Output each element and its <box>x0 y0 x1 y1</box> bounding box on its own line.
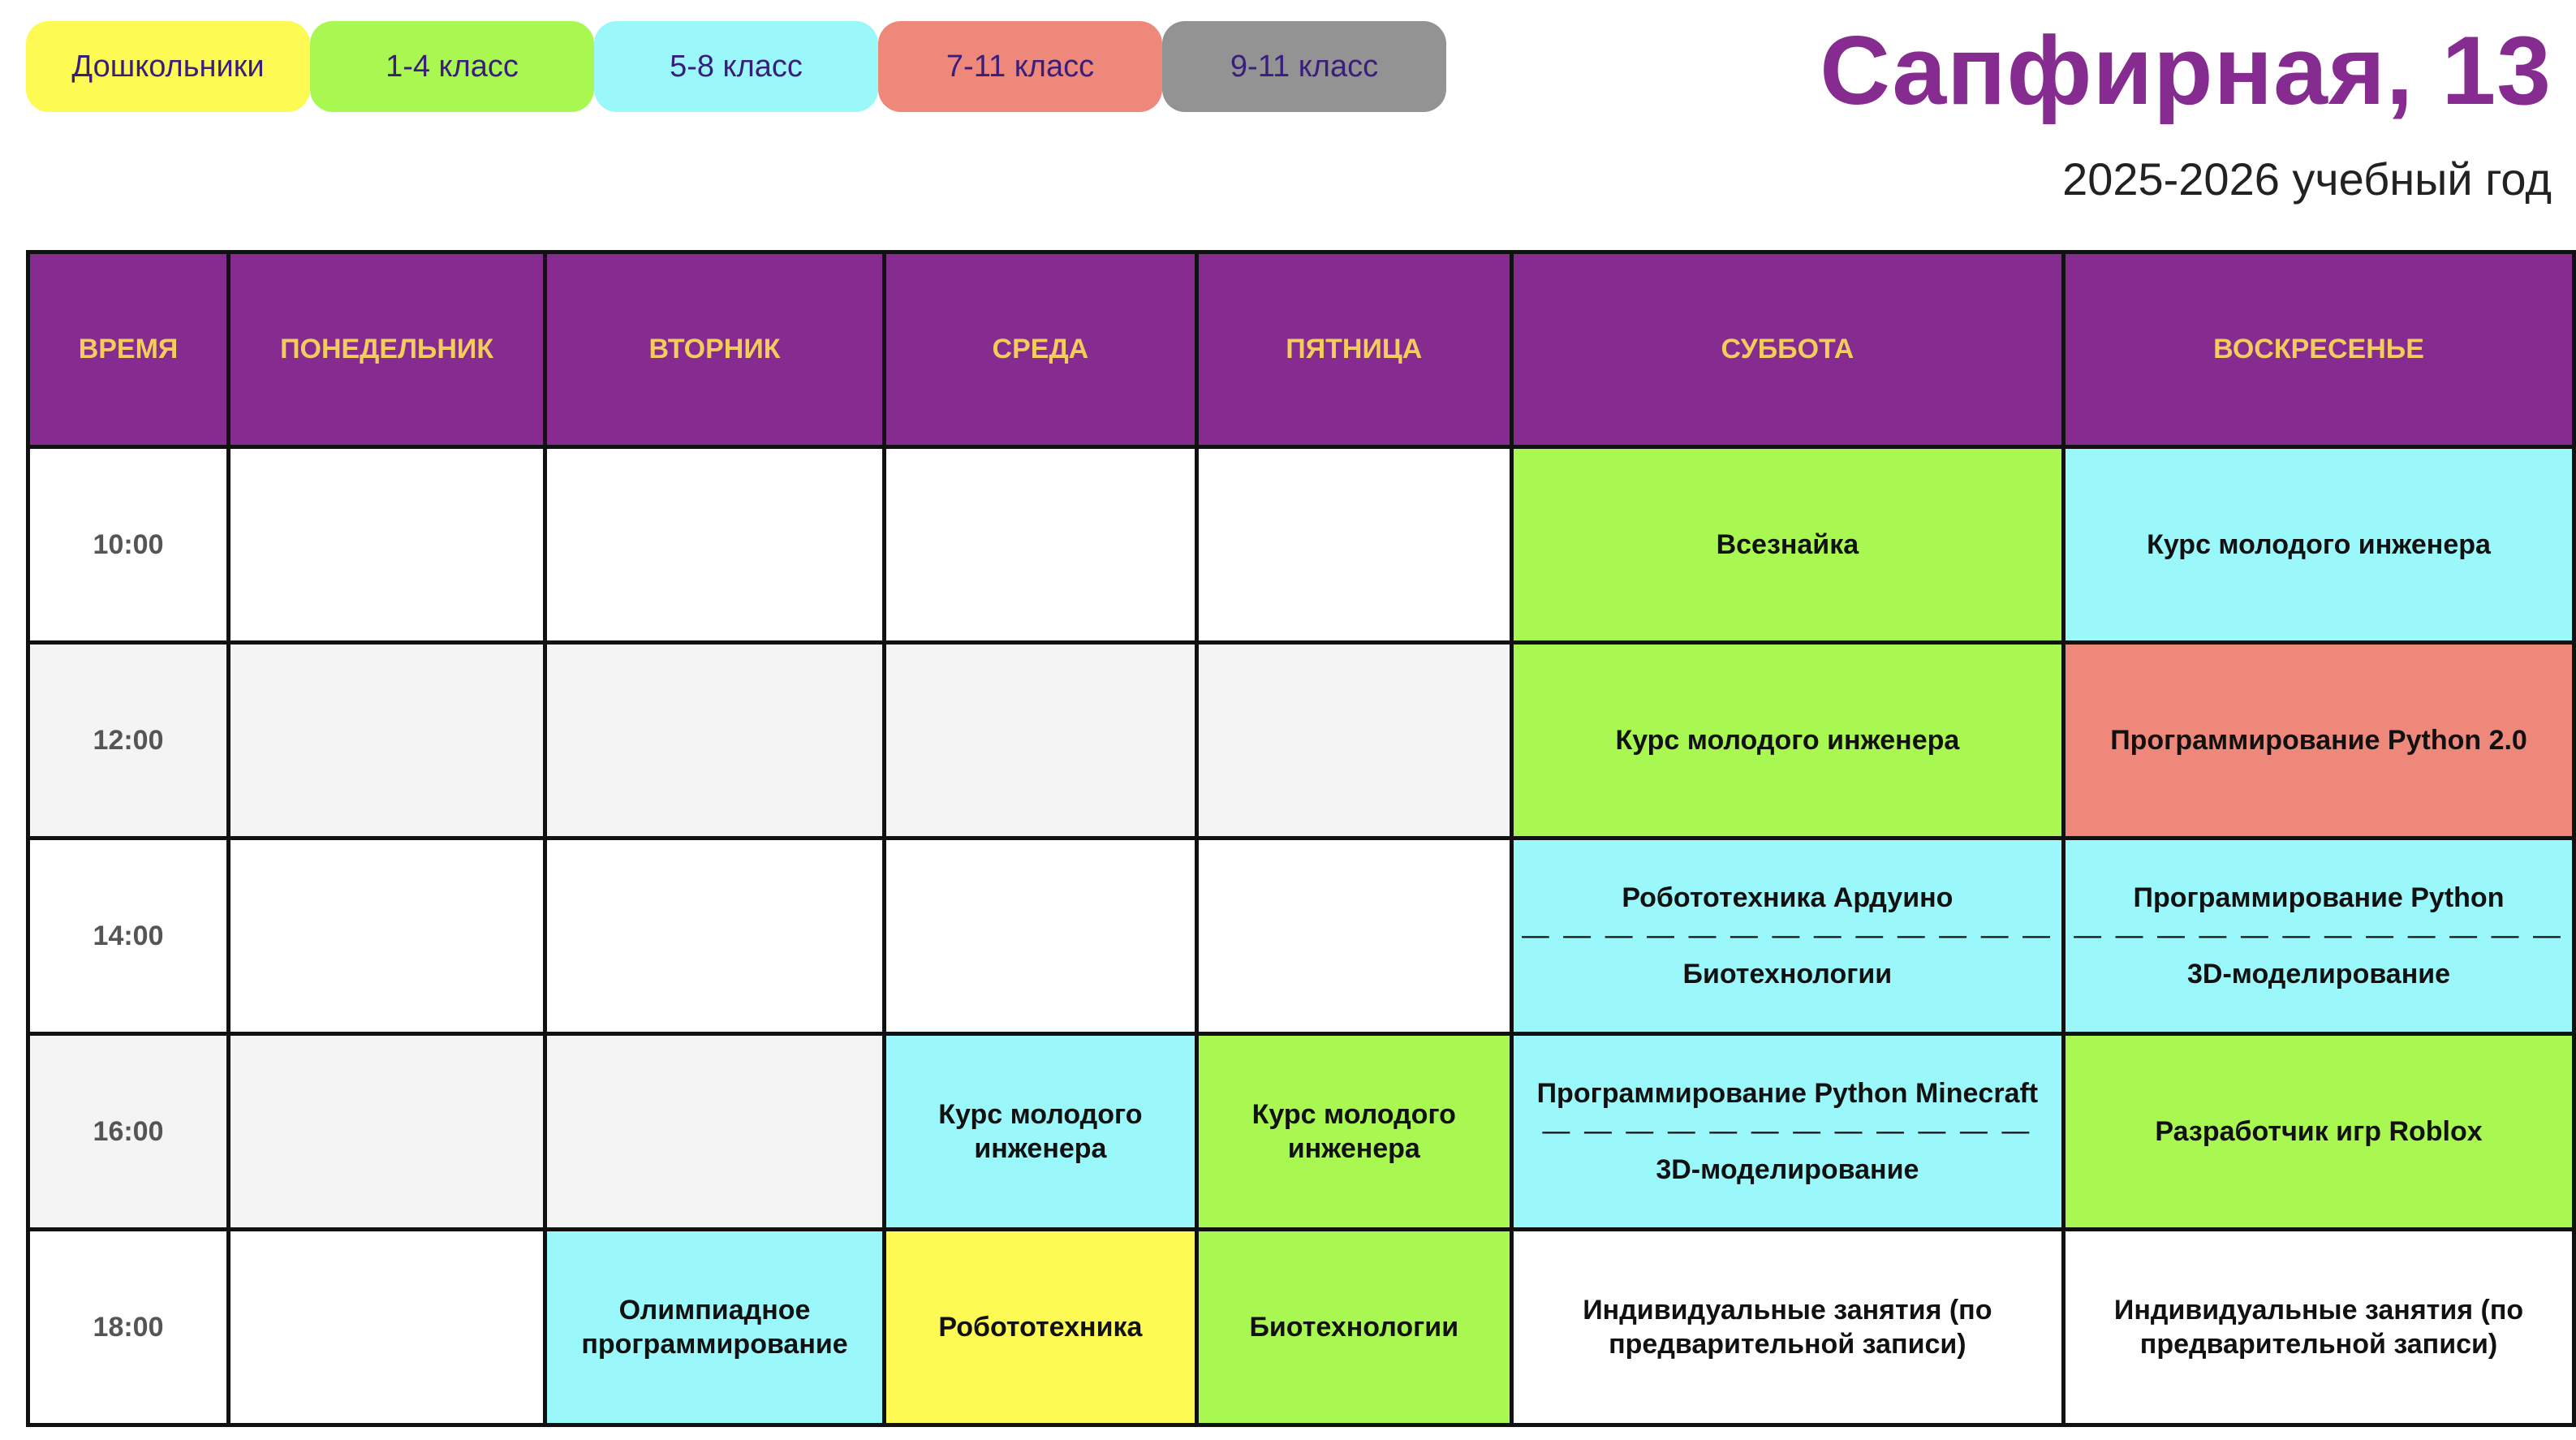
schedule-cell-class: Курс молодого инженера <box>884 1034 1196 1230</box>
schedule-cell-split <box>1511 1034 2063 1230</box>
page-title: Сапфирная, 13 <box>1820 16 2552 125</box>
schedule-cell-class: Курс молодого инженера <box>1511 643 2063 839</box>
table-row <box>28 447 2574 643</box>
schedule-cell-class: Разработчик игр Roblox <box>2064 1034 2574 1230</box>
column-header-sunday: ВОСКРЕСЕНЬЕ <box>2064 252 2574 447</box>
schedule-cell-empty <box>884 643 1196 839</box>
class-name-top: Программирование Python <box>2133 882 2505 913</box>
column-header-wednesday: СРЕДА <box>884 252 1196 447</box>
legend-grade-7-11: 7-11 класс <box>878 21 1162 112</box>
schedule-cell-empty <box>229 1230 545 1425</box>
grade-legend <box>26 21 1446 112</box>
schedule-table <box>26 250 2576 1427</box>
cell-divider: — — — — — — — — — — — — <box>1542 1117 2033 1145</box>
table-row <box>28 1034 2574 1230</box>
column-header-tuesday: ВТОРНИК <box>545 252 885 447</box>
schedule-cell-individual: Индивидуальные занятия (по предварительной записи) <box>2064 1230 2574 1425</box>
legend-grade-9-11: 9-11 класс <box>1162 21 1446 112</box>
schedule-cell-individual: Индивидуальные занятия (по предварительной записи) <box>1511 1230 2063 1425</box>
schedule-cell-class: Курс молодого инженера <box>2064 447 2574 643</box>
schedule-cell-empty <box>1196 839 1511 1034</box>
time-cell: 18:00 <box>28 1230 229 1425</box>
schedule-cell-empty <box>1196 643 1511 839</box>
class-name-top: Робототехника Ардуино <box>1622 882 1954 913</box>
table-row <box>28 643 2574 839</box>
schedule-cell-empty <box>229 643 545 839</box>
schedule-cell-empty <box>229 447 545 643</box>
schedule-cell-split <box>1511 839 2063 1034</box>
cell-divider: — — — — — — — — — — — — — <box>1521 921 2054 949</box>
school-year: 2025-2026 учебный год <box>2062 153 2552 205</box>
schedule-cell-empty <box>545 1034 885 1230</box>
legend-grade-5-8: 5-8 класс <box>594 21 878 112</box>
class-name-bottom: 3D-моделирование <box>1656 1154 1919 1185</box>
time-cell: 14:00 <box>28 839 229 1034</box>
schedule-cell-empty <box>884 447 1196 643</box>
schedule-cell-class: Программирование Python 2.0 <box>2064 643 2574 839</box>
column-header-friday: ПЯТНИЦА <box>1196 252 1511 447</box>
cell-divider: — — — — — — — — — — — — <box>2074 921 2564 949</box>
schedule-cell-class: Олимпиадное программирование <box>545 1230 885 1425</box>
schedule-cell-empty <box>545 839 885 1034</box>
schedule-cell-class: Биотехнологии <box>1196 1230 1511 1425</box>
legend-grade-1-4: 1-4 класс <box>310 21 594 112</box>
time-cell: 12:00 <box>28 643 229 839</box>
column-header-time: ВРЕМЯ <box>28 252 229 447</box>
table-row <box>28 839 2574 1034</box>
schedule-cell-empty <box>884 839 1196 1034</box>
class-name-top: Программирование Python Minecraft <box>1536 1077 2039 1109</box>
schedule-cell-class: Робототехника <box>884 1230 1196 1425</box>
time-cell: 10:00 <box>28 447 229 643</box>
schedule-cell-split <box>2064 839 2574 1034</box>
table-row <box>28 1230 2574 1425</box>
legend-preschool: Дошкольники <box>26 21 310 112</box>
class-name-bottom: Биотехнологии <box>1682 959 1893 989</box>
header-row <box>28 252 2574 447</box>
schedule-cell-empty <box>545 447 885 643</box>
schedule-cell-empty <box>545 643 885 839</box>
schedule-cell-empty <box>1196 447 1511 643</box>
column-header-saturday: СУББОТА <box>1511 252 2063 447</box>
time-cell: 16:00 <box>28 1034 229 1230</box>
class-name-bottom: 3D-моделирование <box>2187 959 2451 989</box>
schedule-cell-class: Курс молодого инженера <box>1196 1034 1511 1230</box>
schedule-cell-class: Всезнайка <box>1511 447 2063 643</box>
column-header-monday: ПОНЕДЕЛЬНИК <box>229 252 545 447</box>
schedule-cell-empty <box>229 1034 545 1230</box>
schedule-cell-empty <box>229 839 545 1034</box>
